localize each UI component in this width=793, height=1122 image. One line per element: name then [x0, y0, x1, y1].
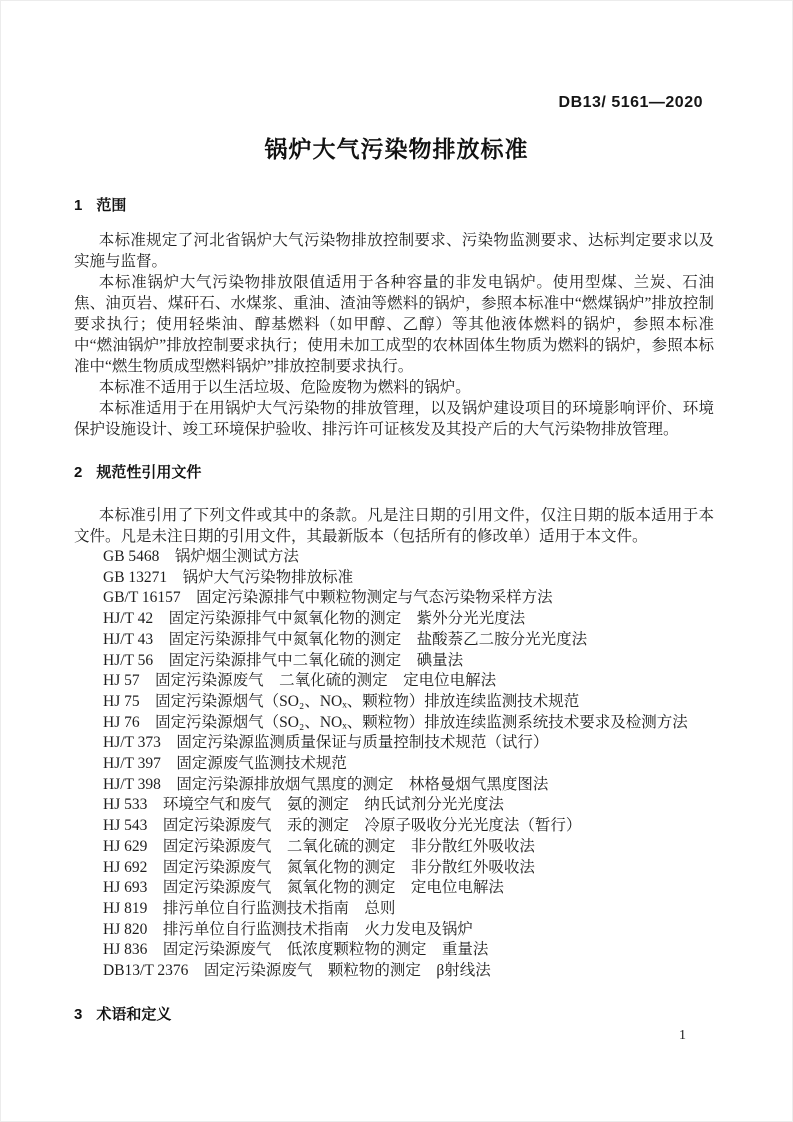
- reference-item: GB/T 16157 固定污染源排气中颗粒物测定与气态污染物采样方法: [103, 589, 553, 607]
- section-2-heading: [74, 462, 714, 483]
- paragraph: 本标准适用于在用锅炉大气污染物的排放管理，以及锅炉建设项目的环境影响评价、环境保护设施设计、竣工环境保护验收、排污许可证核发及其投产后的大气污染物排放管理。: [74, 400, 714, 438]
- reference-item: GB 13271 锅炉大气污染物排放标准: [103, 568, 354, 586]
- reference-item: HJ/T 398 固定污染源排放烟气黑度的测定 林格曼烟气黑度图法: [103, 775, 549, 793]
- reference-item: HJ 533 环境空气和废气 氨的测定 纳氏试剂分光光度法: [103, 796, 504, 814]
- reference-item: HJ/T 397 固定源废气监测技术规范: [103, 755, 347, 773]
- reference-item: HJ 692 固定污染源废气 氮氧化物的测定 非分散红外吸收法: [103, 858, 535, 876]
- section-2-title: 规范性引用文件: [96, 464, 202, 481]
- reference-item: HJ/T 373 固定污染源监测质量保证与质量控制技术规范（试行）: [103, 734, 549, 752]
- reference-item: HJ 629 固定污染源废气 二氧化硫的测定 非分散红外吸收法: [103, 837, 535, 855]
- document-title: 锅炉大气污染物排放标准: [264, 136, 529, 162]
- reference-item: DB13/T 2376 固定污染源废气 颗粒物的测定 β射线法: [103, 962, 491, 980]
- section-3-heading: [74, 1004, 714, 1025]
- reference-item: HJ 76 固定污染源烟气（SO₂、NOₓ、颗粒物）排放连续监测系统技术要求及检测方法: [103, 713, 688, 731]
- section-1-title: 范围: [96, 197, 127, 214]
- paragraph: 本标准规定了河北省锅炉大气污染物排放控制要求、污染物监测要求、达标判定要求以及实施与监督。: [74, 232, 714, 270]
- reference-item: HJ 75 固定污染源烟气（SO₂、NOₓ、颗粒物）排放连续监测技术规范: [103, 692, 580, 710]
- paragraph: 本标准引用了下列文件或其中的条款。凡是注日期的引用文件，仅注日期的版本适用于本文件。凡是未注日期的引用文件，其最新版本（包括所有的修改单）适用于本文件。: [74, 507, 714, 545]
- references-list: [74, 547, 714, 982]
- document-body: [74, 195, 714, 1025]
- reference-item: GB 5468 锅炉烟尘测试方法: [103, 548, 299, 565]
- reference-item: HJ/T 43 固定污染源排气中氮氧化物的测定 盐酸萘乙二胺分光光度法: [103, 630, 588, 648]
- reference-item: HJ 543 固定污染源废气 汞的测定 冷原子吸收分光光度法（暂行）: [103, 817, 582, 835]
- reference-item: HJ 819 排污单位自行监测技术指南 总则: [103, 899, 396, 917]
- page-number: 1: [679, 1028, 686, 1043]
- reference-item: HJ 820 排污单位自行监测技术指南 火力发电及锅炉: [103, 920, 473, 938]
- standard-code: DB13/ 5161—2020: [558, 94, 703, 111]
- reference-item: HJ/T 56 固定污染源排气中二氧化硫的测定 碘量法: [103, 651, 464, 669]
- paragraph: 本标准锅炉大气污染物排放限值适用于各种容量的非发电锅炉。使用型煤、兰炭、石油焦、油页岩、煤矸石、水煤浆、重油、渣油等燃料的锅炉，参照本标准中“燃煤锅炉”排放控制要求执行；使用轻柴油、醇基燃料（如甲醇、乙醇）等其他液体燃料的锅炉，参照本标准中“燃油锅炉”排放控制要求执行；使用未加工成型的农林固体生物质为燃料的锅炉，参照本标准中“燃生物质成型燃料锅炉”排放控制要求执行。: [74, 274, 714, 375]
- section-1-heading: [74, 195, 714, 216]
- section-1-number: 1: [74, 197, 83, 214]
- reference-item: HJ 57 固定污染源废气 二氧化硫的测定 定电位电解法: [103, 672, 497, 690]
- section-3-title: 术语和定义: [96, 1005, 172, 1023]
- section-3-number: 3: [74, 1005, 83, 1023]
- paragraph: 本标准不适用于以生活垃圾、危险废物为燃料的锅炉。: [98, 379, 471, 396]
- reference-item: HJ 693 固定污染源废气 氮氧化物的测定 定电位电解法: [103, 879, 504, 897]
- section-2-number: 2: [74, 464, 83, 481]
- reference-item: HJ/T 42 固定污染源排气中氮氧化物的测定 紫外分光光度法: [103, 610, 526, 628]
- reference-item: HJ 836 固定污染源废气 低浓度颗粒物的测定 重量法: [103, 941, 489, 959]
